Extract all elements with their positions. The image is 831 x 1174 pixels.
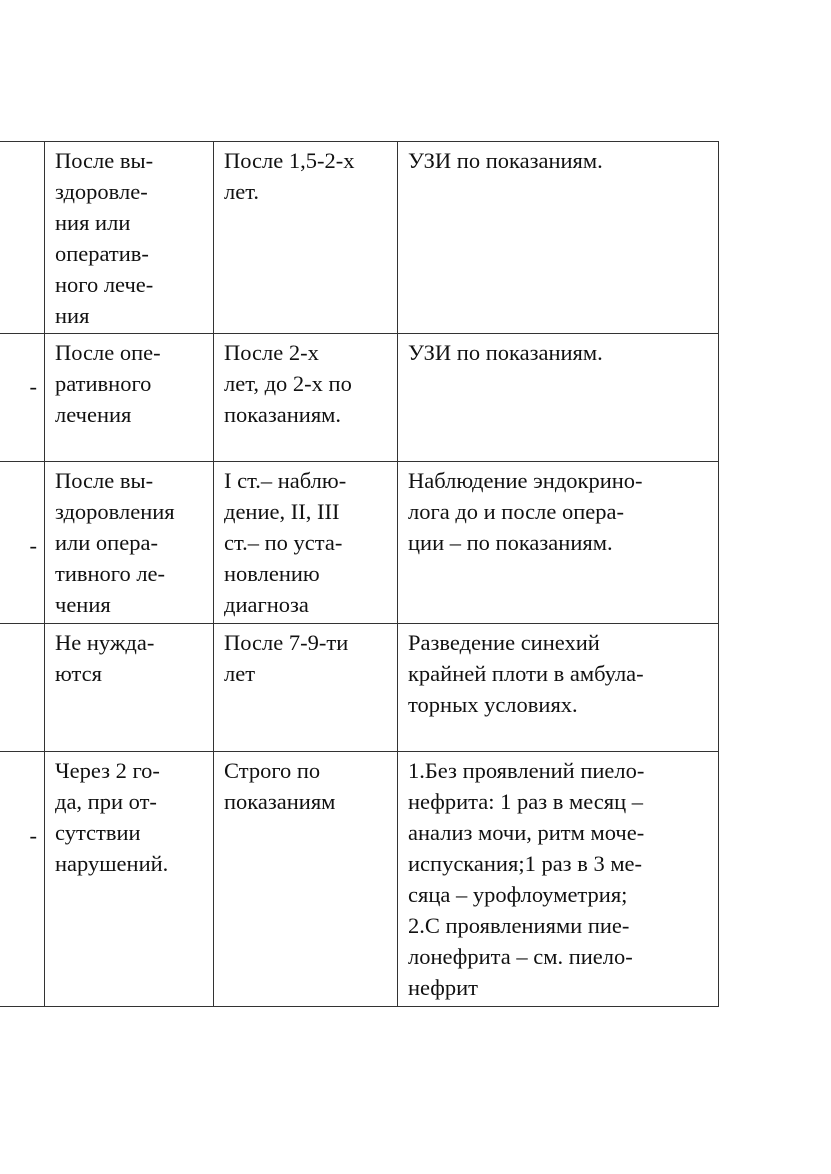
cell-text: Не нужда- ются [55,630,155,686]
table-cell [45,142,214,334]
cell-text: 1.Без проявлений пиело- нефрита: 1 раз в месяц – анализ мочи, ритм моче- испускания;1 раз в 3 ме- сяца – урофлоуметрия; 2.С проявлениями пие- лонефрита – см. пиело- нефрит [408,758,645,1000]
table-row [0,624,719,752]
table-cell [398,462,719,624]
table-cell [214,334,398,462]
cell-text: После опе- ративного лечения [55,340,161,427]
cut-off-column-cell [0,462,45,624]
table-cell [214,752,398,1007]
cell-text: После 1,5-2-х лет. [224,148,355,204]
table-cell [45,462,214,624]
cut-off-column-cell [0,334,45,462]
cell-text: I ст.– наблю- дение, II, III ст.– по уста- новлению диагноза [224,468,347,617]
table-row [0,752,719,1007]
cut-off-column-cell [0,624,45,752]
cell-text: После 7-9-ти лет [224,630,349,686]
table-cell [214,462,398,624]
cut-off-column-cell [0,752,45,1007]
cell-text: УЗИ по показаниям. [408,148,603,173]
table-cell [398,624,719,752]
table-cell [398,334,719,462]
table-row [0,142,719,334]
cell-text: Разведение синехий крайней плоти в амбула- торных условиях. [408,630,644,717]
cell-text: После вы- здоровления или опера- тивного ле- чения [55,468,175,617]
table-cell [398,142,719,334]
table-cell [45,752,214,1007]
table-row [0,462,719,624]
cut-off-column-cell [0,142,45,334]
table-cell [214,142,398,334]
table-cell [398,752,719,1007]
follow-up-table [0,141,719,1007]
cell-text: Строго по показаниям [224,758,336,814]
cut-off-text: - [29,533,37,558]
cell-text: После 2-х лет, до 2-х по показаниям. [224,340,352,427]
cut-off-text: - [29,374,37,399]
cell-text: Наблюдение эндокрино- лога до и после опера- ции – по показаниям. [408,468,643,555]
cell-text: Через 2 го- да, при от- сутствии нарушений. [55,758,169,876]
cell-text: УЗИ по показаниям. [408,340,603,365]
cell-text: После вы- здоровле- ния или оператив- ного лече- ния [55,148,154,328]
table-cell [45,334,214,462]
table-cell [45,624,214,752]
cut-off-text: - [29,823,37,848]
table-row [0,334,719,462]
table-cell [214,624,398,752]
